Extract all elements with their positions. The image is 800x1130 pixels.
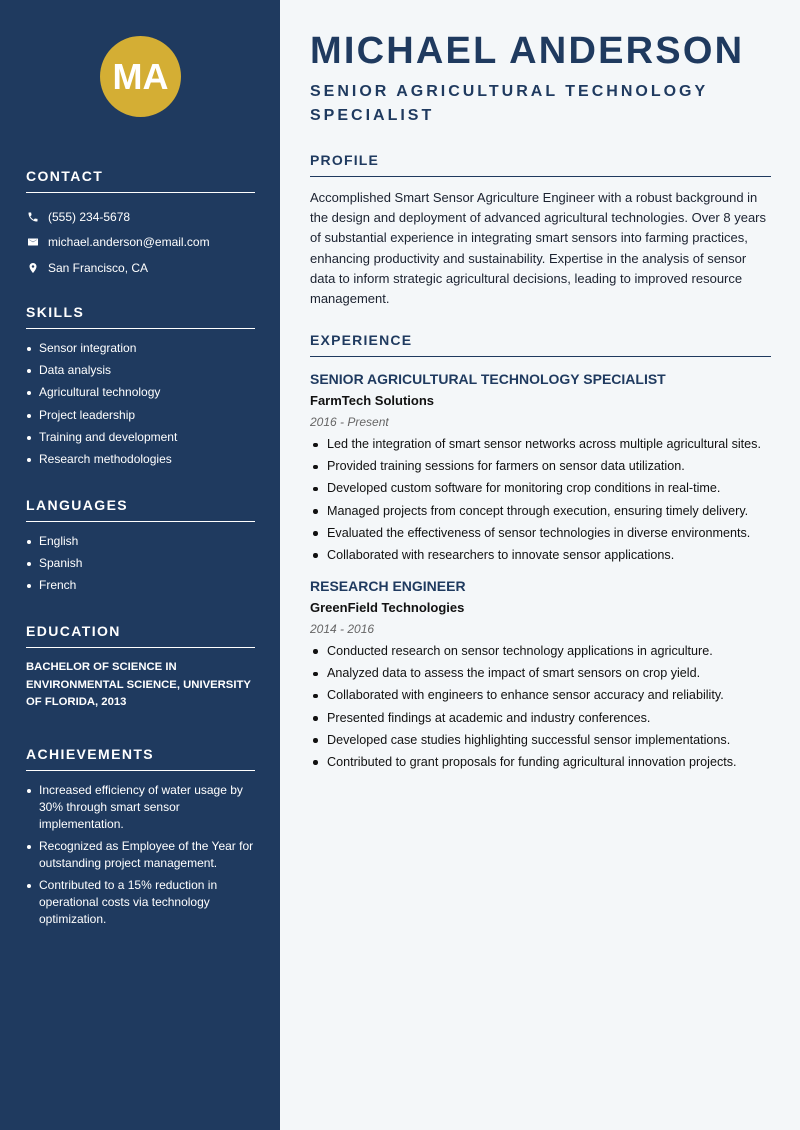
job-title: RESEARCH ENGINEER xyxy=(310,577,466,594)
skills-heading: SKILLS xyxy=(26,304,255,329)
skills-list xyxy=(26,340,255,468)
avatar: MA xyxy=(100,36,181,117)
job-bullet: Developed case studies highlighting successful sensor implementations. xyxy=(310,732,771,749)
contact-email-text: michael.anderson@email.com xyxy=(48,235,210,250)
languages-heading: LANGUAGES xyxy=(26,497,255,522)
job-company: GreenField Technologies xyxy=(310,599,465,615)
job-bullet: Led the integration of smart sensor networks across multiple agricultural sites. xyxy=(310,436,771,453)
job-company: FarmTech Solutions xyxy=(310,393,434,408)
job-bullets xyxy=(310,436,771,564)
job-entry xyxy=(310,369,771,564)
skill-item: Agricultural technology xyxy=(26,384,255,401)
job-bullet: Managed projects from concept through execution, ensuring timely delivery. xyxy=(310,503,771,520)
skill-item: Project leadership xyxy=(26,407,255,424)
education-degree: BACHELOR OF SCIENCE IN ENVIRONMENTAL SCIENCE, UNIVERSITY OF FLORIDA, 2013 xyxy=(26,661,251,708)
achievement-item: Contributed to a 15% reduction in operational costs via technology optimization. xyxy=(26,877,255,929)
candidate-name: MICHAEL ANDERSON xyxy=(310,30,745,72)
education-section xyxy=(26,623,255,712)
contact-heading: CONTACT xyxy=(26,168,255,193)
profile-heading: PROFILE xyxy=(310,152,771,177)
contact-section xyxy=(26,168,255,281)
profile-section xyxy=(310,152,771,309)
profile-text: Accomplished Smart Sensor Agriculture Engineer with a robust background in the design and deployment of advanced agricultural technologies. Over 8 years of substantial experience in integrating smart sensors into farming practices, enhancing productivity and sustainability. Expertise in the analysis of sensor data to inform strategic agricultural decisions, leading to improved resource management. xyxy=(310,190,767,307)
phone-icon xyxy=(26,210,39,223)
languages-section xyxy=(26,497,255,600)
education-heading: EDUCATION xyxy=(26,623,255,648)
skills-section xyxy=(26,304,255,473)
mail-icon xyxy=(26,236,39,249)
candidate-title: SENIOR AGRICULTURAL TECHNOLOGY SPECIALIST xyxy=(310,83,708,124)
language-item: French xyxy=(26,577,255,594)
job-dates: 2014 - 2016 xyxy=(310,621,375,636)
achievements-list xyxy=(26,782,255,929)
contact-list xyxy=(26,204,255,281)
contact-location-text: San Francisco, CA xyxy=(48,260,149,275)
contact-email xyxy=(26,230,255,256)
achievements-section xyxy=(26,746,255,933)
job-bullet: Developed custom software for monitoring crop conditions in real-time. xyxy=(310,480,771,497)
experience-section xyxy=(310,332,771,776)
skill-item: Research methodologies xyxy=(26,451,255,468)
job-title: SENIOR AGRICULTURAL TECHNOLOGY SPECIALIST xyxy=(310,371,666,387)
languages-list xyxy=(26,533,255,594)
contact-phone-text: (555) 234-5678 xyxy=(48,209,131,224)
job-dates: 2016 - Present xyxy=(310,415,389,429)
job-bullet: Contributed to grant proposals for funding agricultural innovation projects. xyxy=(310,754,771,771)
job-bullets xyxy=(310,643,771,771)
language-item: Spanish xyxy=(26,555,255,572)
language-item: English xyxy=(26,533,255,550)
achievement-item: Recognized as Employee of the Year for outstanding project management. xyxy=(26,838,255,872)
job-bullet: Collaborated with engineers to enhance sensor accuracy and reliability. xyxy=(310,687,771,704)
job-bullet: Collaborated with researchers to innovate sensor applications. xyxy=(310,547,771,564)
experience-heading: EXPERIENCE xyxy=(310,332,771,357)
contact-location xyxy=(26,255,255,281)
skill-item: Sensor integration xyxy=(26,340,255,357)
job-entry xyxy=(310,576,771,771)
location-pin-icon xyxy=(26,261,39,274)
job-bullet: Presented findings at academic and industry conferences. xyxy=(310,710,771,727)
job-bullet: Provided training sessions for farmers on sensor data utilization. xyxy=(310,458,771,475)
skill-item: Training and development xyxy=(26,429,255,446)
contact-phone xyxy=(26,204,255,230)
job-bullet: Evaluated the effectiveness of sensor technologies in diverse environments. xyxy=(310,525,771,542)
job-bullet: Conducted research on sensor technology applications in agriculture. xyxy=(310,643,771,660)
job-bullet: Analyzed data to assess the impact of smart sensors on crop yield. xyxy=(310,665,771,682)
skill-item: Data analysis xyxy=(26,362,255,379)
achievements-heading: ACHIEVEMENTS xyxy=(26,746,255,771)
sidebar xyxy=(0,0,280,1130)
achievement-item: Increased efficiency of water usage by 30% through smart sensor implementation. xyxy=(26,782,255,834)
